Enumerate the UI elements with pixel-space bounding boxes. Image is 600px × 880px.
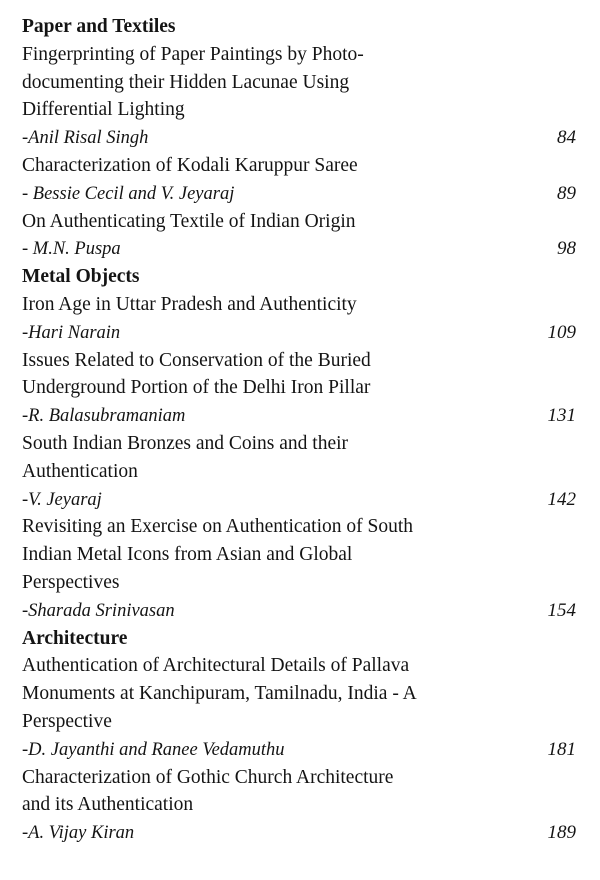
- entry-title-line: Perspectives: [22, 571, 120, 593]
- entry-author: -Sharada Srinivasan: [22, 600, 175, 621]
- entry-page-number: 181: [547, 738, 576, 760]
- entry-author: - M.N. Puspa: [22, 239, 121, 260]
- entry-title-line: Characterization of Kodali Karuppur Saree: [22, 154, 358, 176]
- entry-author: -R. Balasubramaniam: [22, 406, 186, 427]
- entry-author-row: [22, 486, 578, 514]
- entry-author-row: [22, 819, 578, 847]
- entry-author-row: [22, 736, 578, 764]
- entry-page-number: 131: [547, 405, 576, 427]
- entry-author-row: [22, 597, 578, 625]
- entry-author: -D. Jayanthi and Ranee Vedamuthu: [22, 739, 285, 760]
- entry-author-row: [22, 402, 578, 430]
- entry-page-number: 154: [547, 599, 576, 621]
- entry-page-number: 89: [557, 182, 576, 204]
- entry-author-row: [22, 124, 578, 152]
- entry-author-row: [22, 180, 578, 208]
- section-heading: Architecture: [22, 627, 128, 649]
- entry-page-number: 98: [557, 238, 576, 260]
- entry-title-line: Indian Metal Icons from Asian and Global: [22, 544, 353, 566]
- entry-author: -A. Vijay Kiran: [22, 823, 135, 844]
- entry-page-number: 189: [547, 822, 576, 844]
- section-heading: Paper and Textiles: [22, 16, 176, 37]
- entry-title-line: Perspective: [22, 710, 112, 732]
- entry-title-line: Underground Portion of the Delhi Iron Pillar: [22, 377, 371, 399]
- entry-author: -Anil Risal Singh: [22, 128, 149, 149]
- entry-title-line: Characterization of Gothic Church Architecture: [22, 766, 394, 788]
- entry-title-line: Issues Related to Conservation of the Buried: [22, 349, 371, 371]
- entry-title-line: Revisiting an Exercise on Authentication of South: [22, 516, 414, 538]
- entry-title-line: South Indian Bronzes and Coins and their: [22, 432, 349, 454]
- section-heading: Metal Objects: [22, 266, 140, 288]
- entry-title-line: Differential Lighting: [22, 99, 185, 121]
- entry-author-row: [22, 235, 578, 263]
- entry-title-line: Authentication of Architectural Details of Pallava: [22, 655, 410, 677]
- entry-author: - Bessie Cecil and V. Jeyaraj: [22, 183, 235, 204]
- entry-page-number: 142: [547, 488, 576, 510]
- entry-title-line: documenting their Hidden Lacunae Using: [22, 71, 350, 93]
- entry-title-line: Monuments at Kanchipuram, Tamilnadu, India - A: [22, 683, 417, 705]
- entry-title-line: Iron Age in Uttar Pradesh and Authenticity: [22, 293, 357, 315]
- entry-page-number: 84: [557, 127, 576, 149]
- entry-title-line: On Authenticating Textile of Indian Origin: [22, 210, 356, 232]
- entry-title-line: Authentication: [22, 460, 138, 482]
- entry-author: -V. Jeyaraj: [22, 489, 102, 510]
- entry-title-line: Fingerprinting of Paper Paintings by Photo-: [22, 43, 364, 65]
- entry-title-line: and its Authentication: [22, 794, 194, 816]
- entry-author: -Hari Narain: [22, 322, 121, 343]
- entry-page-number: 109: [547, 321, 576, 343]
- entry-author-row: [22, 319, 578, 347]
